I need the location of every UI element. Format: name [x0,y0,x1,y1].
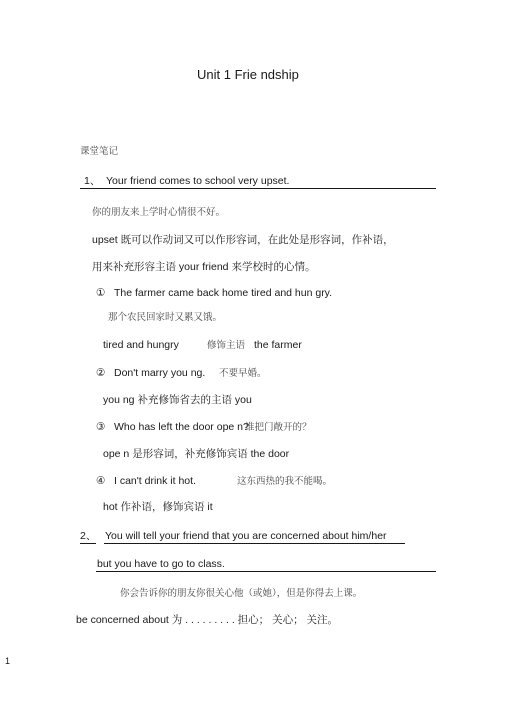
item2-number-rule [80,543,96,544]
example2-sentence: Don't marry you ng. [114,367,206,379]
item2-number: 2、 [80,530,97,542]
page-title: Unit 1 Frie ndship [197,67,299,82]
example1-note-c: the farmer [254,339,302,351]
item2-rule2 [96,571,436,572]
example1-translation: 那个农民回家时又累又饿。 [108,312,223,323]
item1-sentence: Your friend comes to school very upset. [106,175,290,187]
example3-marker: ③ [96,421,106,433]
example3-sentence: Who has left the door ope n? [114,421,249,433]
section-heading: 课堂笔记 [80,146,119,157]
example3-note: ope n 是形容词，补充修饰宾语 the door [103,448,290,460]
example2-translation: 不要早婚。 [219,368,267,379]
item2-translation: 你会告诉你的朋友你很关心他（或她），但是你得去上课。 [120,588,363,599]
item1-number: 1、 [84,175,101,187]
item2-sentence-line1: You will tell your friend that you are concerned about him/her [105,530,387,542]
item2-rule1 [104,543,405,544]
example3-translation: 谁把门敞开的？ [245,422,312,433]
item2-note: be concerned about 为 . . . . . . . . . 担心； 关心； 关注。 [76,614,339,626]
example4-translation: 这东西热的我不能喝。 [237,476,333,487]
item1-translation: 你的朋友来上学时心情很不好。 [92,207,226,218]
example1-note-b: 修饰主语 [207,340,246,351]
example1-marker: ① [96,287,106,299]
example2-note: you ng 补充修饰省去的主语 you [103,394,252,406]
example1-sentence: The farmer came back home tired and hun gry. [114,287,333,299]
example1-note-a: tired and hungry [103,339,179,351]
item1-note-line1: upset 既可以作动词又可以作形容词，在此处是形容词，作补语， [92,234,394,246]
example4-sentence: I can't drink it hot. [114,475,196,487]
example4-marker: ④ [96,475,106,487]
example2-marker: ② [96,367,106,379]
example4-note: hot 作补语，修饰宾语 it [103,501,213,513]
item1-rule [80,188,436,189]
item1-note-line2: 用来补充形容主语 your friend 来学校时的心情。 [92,261,316,273]
item2-sentence-line2: but you have to go to class. [97,558,225,570]
page-number: 1 [5,656,11,666]
